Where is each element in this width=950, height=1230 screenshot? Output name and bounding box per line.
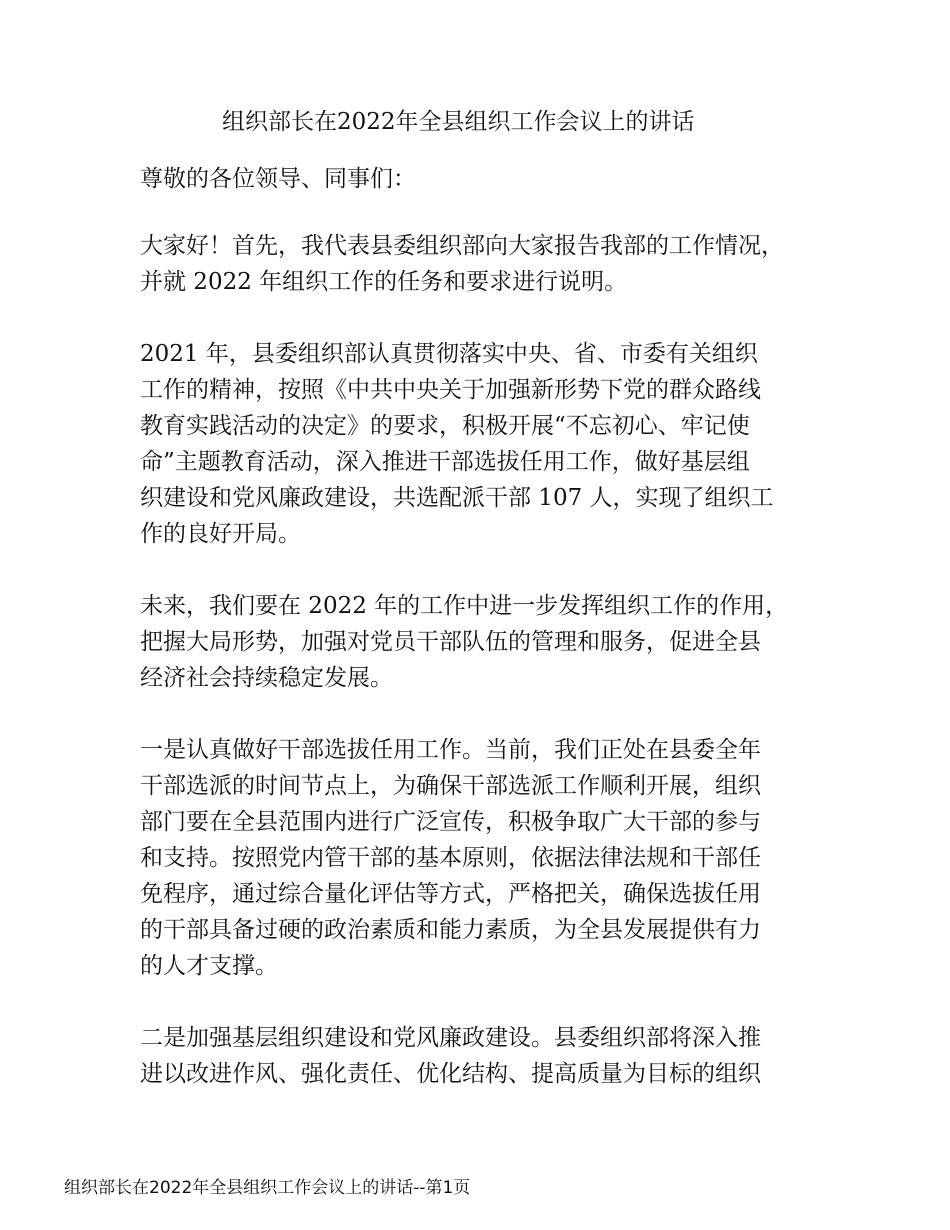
paragraph-line: 部门要在全县范围内进行广泛宣传，积极争取广大干部的参与: [140, 809, 761, 835]
paragraph-line: 的人才支撑。: [140, 953, 278, 979]
paragraph-line: 免程序，通过综合量化评估等方式，严格把关，确保选拔任用: [140, 881, 761, 907]
paragraph-line: 干部选派的时间节点上，为确保干部选派工作顺利开展，组织: [140, 773, 761, 799]
salutation: 尊敬的各位领导、同事们：: [140, 166, 416, 192]
paragraph-line: 经济社会持续稳定发展。: [140, 665, 393, 691]
paragraph-line: 作的良好开局。: [140, 521, 301, 547]
paragraph-line: 把握大局形势，加强对党员干部队伍的管理和服务，促进全县: [140, 629, 761, 655]
paragraph-line: 命”主题教育活动，深入推进干部选拔任用工作，做好基层组: [140, 449, 750, 475]
paragraph-line: 和支持。按照党内管干部的基本原则，依据法律法规和干部任: [140, 845, 761, 871]
paragraph-line: 进以改进作风、强化责任、优化结构、提高质量为目标的组织: [140, 1061, 761, 1087]
paragraph-line: 二是加强基层组织建设和党风廉政建设。县委组织部将深入推: [140, 1025, 761, 1051]
paragraph-line: 并就 2022 年组织工作的任务和要求进行说明。: [140, 269, 628, 295]
paragraph-line: 未来，我们要在 2022 年的工作中进一步发挥组织工作的作用，: [140, 593, 789, 619]
page-footer: 组织部长在2022年全县组织工作会议上的讲话--第1页: [64, 1178, 471, 1198]
paragraph-line: 教育实践活动的决定》的要求，积极开展“不忘初心、牢记使: [140, 413, 750, 439]
paragraph-line: 2021 年，县委组织部认真贯彻落实中央、省、市委有关组织: [140, 341, 758, 367]
paragraph-line: 工作的精神，按照《中共中央关于加强新形势下党的群众路线: [140, 377, 761, 403]
page-title: 组织部长在2022年全县组织工作会议上的讲话: [222, 109, 695, 135]
paragraph-line: 一是认真做好干部选拔任用工作。当前，我们正处在县委全年: [140, 737, 761, 763]
paragraph-line: 的干部具备过硬的政治素质和能力素质，为全县发展提供有力: [140, 917, 761, 943]
paragraph-line: 织建设和党风廉政建设，共选配派干部 107 人，实现了组织工: [140, 485, 774, 511]
paragraph-line: 大家好！首先，我代表县委组织部向大家报告我部的工作情况，: [140, 233, 784, 259]
